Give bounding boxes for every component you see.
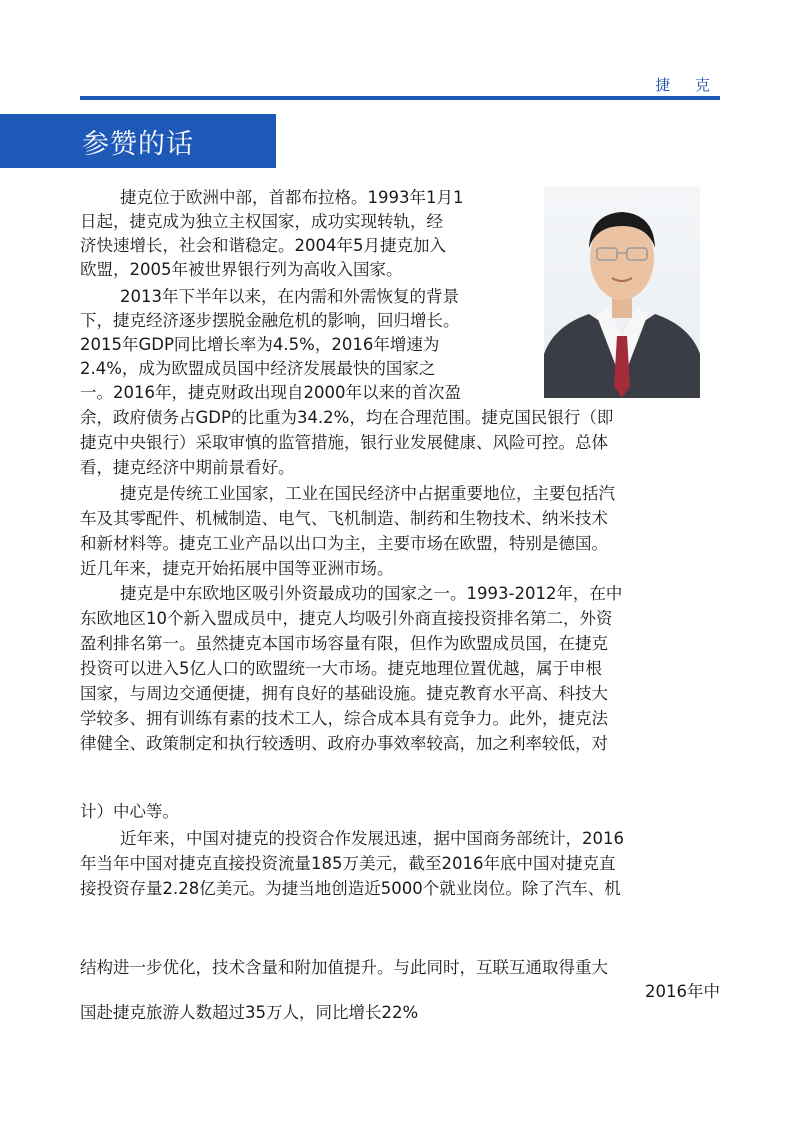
paragraph-line: 学较多、拥有训练有素的技术工人，综合成本具有竞争力。此外，捷克法 xyxy=(80,709,608,728)
paragraph-line: 捷克位于欧洲中部，首都布拉格。1993年1月1 xyxy=(120,188,464,207)
paragraph-line: 律健全、政策制定和执行较透明、政府办事效率较高，加之利率较低，对 xyxy=(80,734,608,753)
paragraph-line: 和新材料等。捷克工业产品以出口为主，主要市场在欧盟，特别是德国。 xyxy=(80,534,608,553)
paragraph-line: 东欧地区10个新入盟成员中，捷克人均吸引外商直接投资排名第二，外资 xyxy=(80,609,613,628)
paragraph-line: 近几年来，捷克开始拓展中国等亚洲市场。 xyxy=(80,559,394,578)
paragraph-line: 日起，捷克成为独立主权国家，成功实现转轨，经 xyxy=(80,212,443,231)
paragraph-line: 年当年中国对捷克直接投资流量185万美元，截至2016年底中国对捷克直 xyxy=(80,854,616,873)
header-country-name: 捷 克 xyxy=(655,76,720,94)
paragraph-line: 欧盟，2005年被世界银行列为高收入国家。 xyxy=(80,260,403,279)
section-title: 参赞的话 xyxy=(82,129,194,160)
paragraph-line: 看，捷克经济中期前景看好。 xyxy=(80,458,295,477)
paragraph-line: 国家，与周边交通便捷，拥有良好的基础设施。捷克教育水平高、科技大 xyxy=(80,684,608,703)
paragraph-line: 盈利排名第一。虽然捷克本国市场容量有限，但作为欧盟成员国，在捷克 xyxy=(80,634,608,653)
paragraph-line: 国赴捷克旅游人数超过35万人，同比增长22% xyxy=(80,1003,419,1022)
header-divider xyxy=(80,96,720,100)
paragraph-line: 捷克是传统工业国家，工业在国民经济中占据重要地位，主要包括汽 xyxy=(120,484,615,503)
paragraph-line: 一。2016年，捷克财政出现自2000年以来的首次盈 xyxy=(80,383,461,402)
portrait-photo xyxy=(544,186,700,398)
paragraph-line: 余，政府债务占GDP的比重为34.2%，均在合理范围。捷克国民银行（即 xyxy=(80,408,614,427)
paragraph-line: 捷克中央银行）采取审慎的监管措施，银行业发展健康、风险可控。总体 xyxy=(80,433,608,452)
paragraph-line: 2013年下半年以来，在内需和外需恢复的背景 xyxy=(120,287,459,306)
paragraph-line: 捷克是中东欧地区吸引外资最成功的国家之一。1993-2012年，在中 xyxy=(120,584,623,603)
paragraph-line: 车及其零配件、机械制造、电气、飞机制造、制药和生物技术、纳米技术 xyxy=(80,509,608,528)
paragraph-line: 下，捷克经济逐步摆脱金融危机的影响，回归增长。 xyxy=(80,311,460,330)
paragraph-line: 结构进一步优化，技术含量和附加值提升。与此同时，互联互通取得重大 xyxy=(80,958,608,977)
paragraph-line: 2.4%，成为欧盟成员国中经济发展最快的国家之 xyxy=(80,359,436,378)
paragraph-line: 2016年中 xyxy=(645,982,720,1001)
paragraph-line: 计）中心等。 xyxy=(80,802,179,821)
paragraph-line: 济快速增长，社会和谐稳定。2004年5月捷克加入 xyxy=(80,236,446,255)
paragraph-line: 接投资存量2.28亿美元。为捷当地创造近5000个就业岗位。除了汽车、机 xyxy=(80,879,621,898)
paragraph-line: 2015年GDP同比增长率为4.5%，2016年增速为 xyxy=(80,335,440,354)
paragraph-line: 近年来，中国对捷克的投资合作发展迅速，据中国商务部统计，2016 xyxy=(120,829,624,848)
paragraph-line: 投资可以进入5亿人口的欧盟统一大市场。捷克地理位置优越，属于申根 xyxy=(80,659,602,678)
